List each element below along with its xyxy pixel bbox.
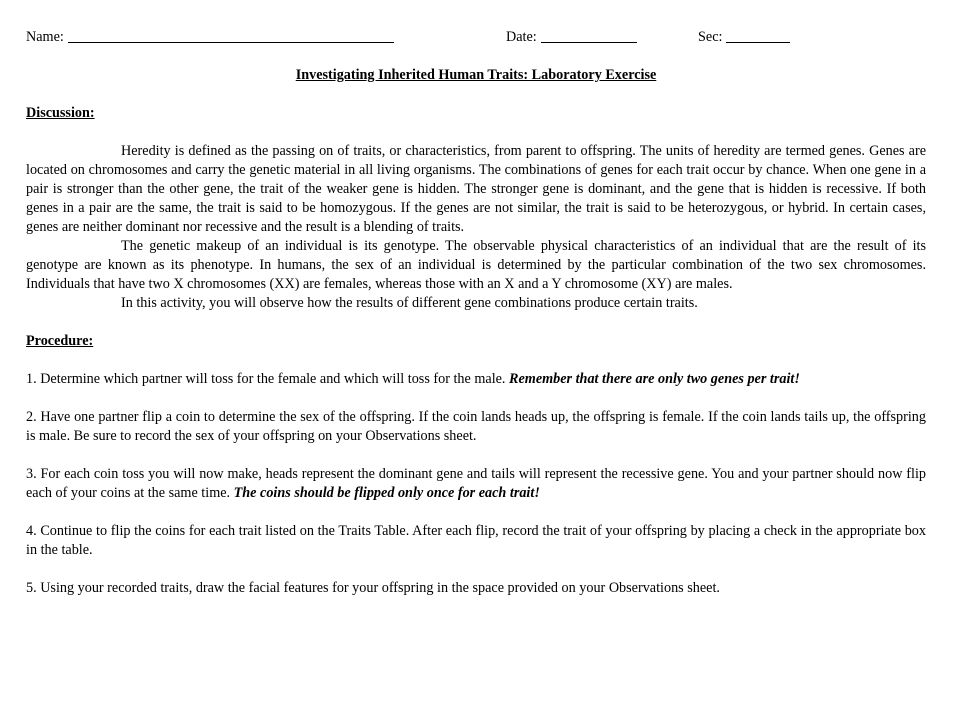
step-emphasis: The coins should be flipped only once for each trait! <box>233 485 540 501</box>
discussion-paragraph: The genetic makeup of an individual is its genotype. The observable physical characteristics of an individual that are the result of its genotype are known as its phenotype. In humans, the sex of an individual is determined by the particular combination of the two sex chromosomes. Individuals that have two X chromosomes (XX) are females, whereas those with an X and a Y chromosome (XY) are males. <box>26 238 926 292</box>
sec-blank-line <box>726 28 790 43</box>
procedure-step <box>26 408 926 446</box>
sec-label: Sec: <box>698 29 723 45</box>
step-emphasis: Remember that there are only two genes per trait! <box>509 371 800 387</box>
date-label: Date: <box>506 29 537 45</box>
step-text: 3. For each coin toss you will now make, heads represent the dominant gene and tails will represent the recessive gene. You and your partner should now flip each of your coins at the same time. <box>26 466 926 501</box>
date-field <box>506 28 637 46</box>
header-fields <box>26 28 926 48</box>
procedure-steps <box>26 370 926 598</box>
discussion-paragraph: In this activity, you will observe how the results of different gene combinations produce certain traits. <box>121 295 698 311</box>
date-blank-line <box>541 28 637 43</box>
sec-field <box>698 28 790 46</box>
discussion-paragraph: Heredity is defined as the passing on of traits, or characteristics, from parent to offspring. The units of heredity are termed genes. Genes are located on chromosomes and carry the genetic material in all living organisms. The combinations of genes for each trait occur by chance. When one gene in a pair is stronger than the other gene, the trait of the weaker gene is hidden. The stronger gene is dominant, and the gene that is hidden is recessive. If both genes in a pair are the same, the trait is said to be homozygous. If the genes are not similar, the trait is said to be heterozygous, or hybrid. In certain cases, genes are neither dominant nor recessive and the result is a blending of traits. <box>26 143 926 235</box>
procedure-step <box>26 522 926 560</box>
step-text: 5. Using your recorded traits, draw the facial features for your offspring in the space provided on your Observations sheet. <box>26 580 720 596</box>
step-text: 1. Determine which partner will toss for the female and which will toss for the male. <box>26 371 510 387</box>
name-blank-line <box>68 28 394 43</box>
worksheet-page <box>26 28 926 598</box>
name-field <box>26 28 394 46</box>
discussion-section <box>26 142 926 313</box>
name-label: Name: <box>26 29 64 45</box>
step-text: 4. Continue to flip the coins for each trait listed on the Traits Table. After each flip, record the trait of your offspring by placing a check in the appropriate box in the table. <box>26 523 926 558</box>
document-title: Investigating Inherited Human Traits: Laboratory Exercise <box>295 67 657 83</box>
procedure-heading: Procedure: <box>26 333 94 349</box>
step-text: 2. Have one partner flip a coin to determine the sex of the offspring. If the coin lands heads up, the offspring is female. If the coin lands tails up, the offspring is male. Be sure to record the sex of your offspring on your Observations sheet. <box>26 409 926 444</box>
procedure-step <box>26 465 926 503</box>
discussion-heading: Discussion: <box>26 105 95 121</box>
procedure-step <box>26 370 926 389</box>
procedure-step <box>26 579 926 598</box>
